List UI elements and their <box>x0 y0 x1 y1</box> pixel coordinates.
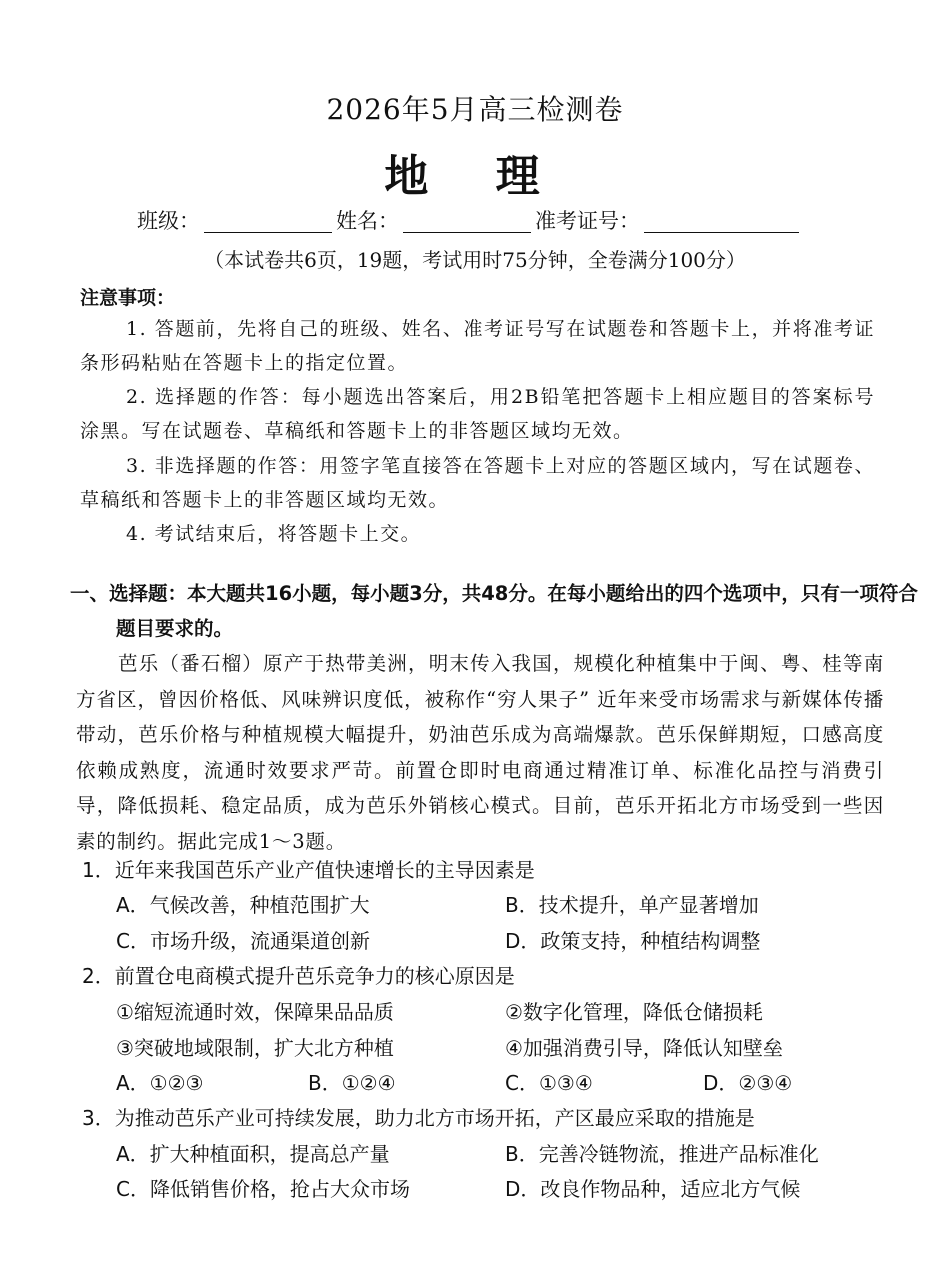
question-2-option-b[interactable]: B．①②④ <box>308 1071 396 1095</box>
subject-title: 地 理 <box>384 151 566 202</box>
material-paragraph: 芭乐（番石榴）原产于热带美洲，明末传入我国，规模化种植集中于闽、粤、桂等南方省区，曾因价格低、风味辨识度低，被称作“穷人果子” 近年来受市场需求与新媒体传播带动，芭乐价格与种植规模大幅提升，奶油芭乐成为高端爆款。芭乐保鲜期短，口感高度依赖成熟度，流通时效要求严苛。前置仓即时电商通过精准订单、标准化品控与消费引导，降低损耗、稳定品质，成为芭乐外销核心模式。目前，芭乐开拓北方市场受到一些因素的制约。据此完成1～3题。 <box>76 652 884 853</box>
exam-note: （本试卷共6页，19题，考试用时75分钟，全卷满分100分） <box>204 248 746 272</box>
question-3-stem: 3．为推动芭乐产业可持续发展，助力北方市场开拓，产区最应采取的措施是 <box>82 1106 755 1130</box>
notice-item-1: 1. 答题前，先将自己的班级、姓名、准考证号写在试题卷和答题卡上，并将准考证条形码粘贴在答题卡上的指定位置。 <box>80 318 875 374</box>
question-1-option-c[interactable]: C．市场升级，流通渠道创新 <box>116 929 370 953</box>
question-1-option-d[interactable]: D．政策支持，种植结构调整 <box>505 929 761 953</box>
name-blank[interactable] <box>403 212 531 233</box>
question-1-option-b[interactable]: B．技术提升，单产显著增加 <box>505 893 759 917</box>
question-3-option-b[interactable]: B．完善冷链物流，推进产品标准化 <box>505 1142 819 1166</box>
exam-title: 2026年5月高三检测卷 <box>326 93 624 126</box>
exam-id-blank[interactable] <box>644 212 799 233</box>
notice-heading: 注意事项： <box>80 287 176 309</box>
question-3-option-d[interactable]: D．改良作物品种，适应北方气候 <box>505 1177 801 1201</box>
notice-item-4: 4. 考试结束后，将答题卡上交。 <box>126 523 422 545</box>
question-1-option-a[interactable]: A．气候改善，种植范围扩大 <box>116 893 370 917</box>
section-heading: 一、选择题：本大题共16小题，每小题3分，共48分。在每小题给出的四个选项中，只有一项符合题目要求的。 <box>70 582 918 640</box>
exam-id-label: 准考证号： <box>535 209 640 233</box>
name-label: 姓名： <box>336 209 399 233</box>
question-2-option-d[interactable]: D．②③④ <box>703 1071 793 1095</box>
notice-item-3: 3. 非选择题的作答：用签字笔直接答在答题卡上对应的答题区域内，写在试题卷、草稿纸和答题卡上的非答题区域均无效。 <box>80 455 875 511</box>
question-2-option-a[interactable]: A．①②③ <box>116 1071 204 1095</box>
question-2-stem: 2．前置仓电商模式提升芭乐竞争力的核心原因是 <box>82 964 515 988</box>
student-info-fields <box>137 205 803 235</box>
question-2-option-c[interactable]: C．①③④ <box>505 1071 593 1095</box>
class-blank[interactable] <box>204 212 332 233</box>
notice-item-2: 2. 选择题的作答：每小题选出答案后，用2B铅笔把答题卡上相应题目的答案标号涂黑。写在试题卷、草稿纸和答题卡上的非答题区域均无效。 <box>80 386 875 442</box>
question-1-stem: 1．近年来我国芭乐产业产值快速增长的主导因素是 <box>82 858 535 882</box>
question-3-option-a[interactable]: A．扩大种植面积，提高总产量 <box>116 1142 390 1166</box>
question-2-statement-2: ②数字化管理，降低仓储损耗 <box>505 1000 763 1024</box>
question-3-option-c[interactable]: C．降低销售价格，抢占大众市场 <box>116 1177 410 1201</box>
question-2-statement-1: ①缩短流通时效，保障果品品质 <box>116 1000 394 1024</box>
question-2-statement-4: ④加强消费引导，降低认知壁垒 <box>505 1036 783 1060</box>
class-label: 班级： <box>137 209 200 233</box>
question-2-statement-3: ③突破地域限制，扩大北方种植 <box>116 1036 394 1060</box>
